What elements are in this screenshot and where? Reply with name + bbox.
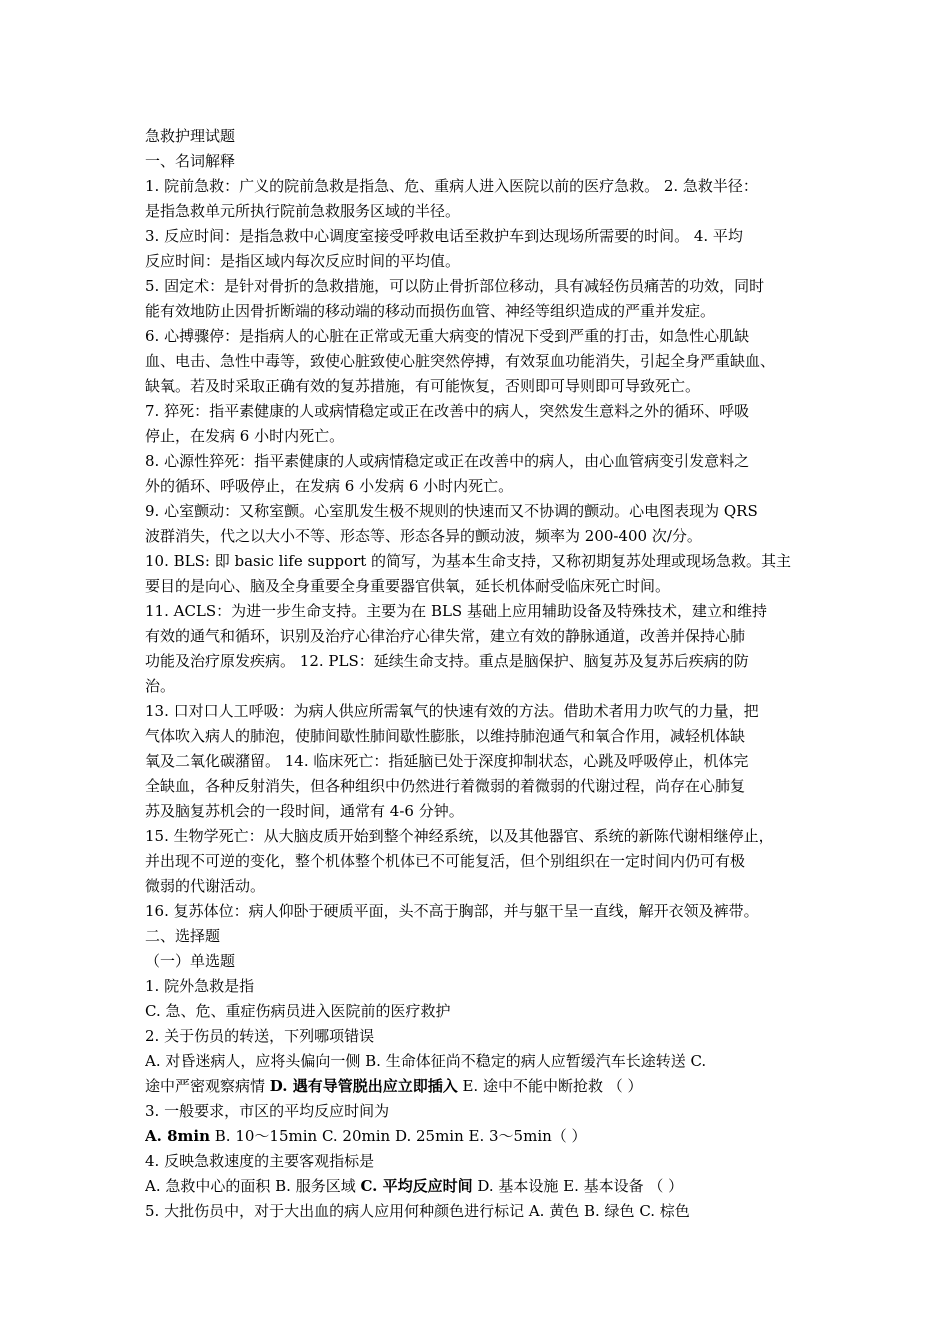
answer-text: 途中严密观察病情 (145, 1077, 270, 1095)
text-line: 治。 (145, 677, 176, 695)
answer-line (145, 1124, 817, 1149)
answer-line: A. 对昏迷病人，应将头偏向一侧 B. 生命体征尚不稳定的病人应暂缓汽车长途转送 C. (145, 1052, 707, 1070)
text-line: 外的循环、呼吸停止，在发病 6 小发病 6 小时内死亡。 (145, 477, 514, 495)
text-line: 微弱的代谢活动。 (145, 877, 266, 895)
answer-text: A. 急救中心的面积 B. 服务区域 (145, 1177, 361, 1195)
question-line: 2. 关于伤员的转送，下列哪项错误 (145, 1027, 375, 1045)
answer-text: E. 途中不能中断抢救 （ ） (457, 1077, 643, 1095)
text-line: 氧及二氧化碳潴留。 14. 临床死亡：指延脑已处于深度抑制状态，心跳及呼吸停止，机体完 (145, 752, 749, 770)
question-line: 5. 大批伤员中，对于大出血的病人应用何种颜色进行标记 A. 黄色 B. 绿色 C. 棕色 (145, 1202, 690, 1220)
text-line: 缺氧。若及时采取正确有效的复苏措施，有可能恢复，否则即可导则即可导致死亡。 (145, 377, 701, 395)
question-line: 1. 院外急救是指 (145, 977, 255, 995)
section-heading: 二、选择题 (145, 927, 221, 945)
question-line: 4. 反映急救速度的主要客观指标是 (145, 1152, 375, 1170)
text-line: 1. 院前急救：广义的院前急救是指急、危、重病人进入医院以前的医疗急救。 2. 急救半径： (145, 177, 758, 195)
text-line: 功能及治疗原发疾病。 12. PLS：延续生命支持。重点是脑保护、脑复苏及复苏后疾病的防 (145, 652, 749, 670)
text-line: 有效的通气和循环，识别及治疗心律治疗心律失常，建立有效的静脉通道，改善并保持心肺 (145, 627, 746, 645)
answer-text: D. 基本设施 E. 基本设备 （ ） (472, 1177, 684, 1195)
text-line: 11. ACLS：为进一步生命支持。主要为在 BLS 基础上应用辅助设备及特殊技术，建立和维持 (145, 602, 767, 620)
text-line: 15. 生物学死亡：从大脑皮质开始到整个神经系统，以及其他器官、系统的新陈代谢相继停止， (145, 827, 774, 845)
text-line: 16. 复苏体位：病人仰卧于硬质平面，头不高于胸部，并与躯干呈一直线，解开衣领及裤带。 (145, 902, 759, 920)
text-line: 波群消失，代之以大小不等、形态等、形态各异的颤动波，频率为 200-400 次/分。 (145, 527, 702, 545)
text-line: 反应时间：是指区域内每次反应时间的平均值。 (145, 252, 461, 270)
document-page (145, 124, 817, 1224)
text-line: 血、电击、急性中毒等，致使心脏致使心脏突然停搏，有效泵血功能消失，引起全身严重缺血、 (145, 352, 776, 370)
text-line: 10. BLS: 即 basic life support 的简写，为基本生命支持，又称初期复苏处理或现场急救。其主 (145, 552, 792, 570)
correct-answer: D. 遇有导管脱出应立即插入 (269, 1077, 458, 1095)
text-line: 全缺血，各种反射消失，但各种组织中仍然进行着微弱的着微弱的代谢过程，尚存在心肺复 (145, 777, 746, 795)
text-line: 8. 心源性猝死：指平素健康的人或病情稳定或正在改善中的病人，由心血管病变引发意料之 (145, 452, 750, 470)
text-line: 6. 心搏骤停：是指病人的心脏在正常或无重大病变的情况下受到严重的打击，如急性心肌缺 (145, 327, 750, 345)
answer-text: B. 10～15min C. 20min D. 25min E. 3～5min（ ） (210, 1127, 587, 1145)
document-title: 急救护理试题 (145, 127, 236, 145)
text-line: 9. 心室颤动：又称室颤。心室肌发生极不规则的快速而又不协调的颤动。心电图表现为 QRS (145, 502, 758, 520)
text-line: 是指急救单元所执行院前急救服务区域的半径。 (145, 202, 461, 220)
text-line: 要目的是向心、脑及全身重要全身重要器官供氧，延长机体耐受临床死亡时间。 (145, 577, 671, 595)
answer-line (145, 1174, 817, 1199)
question-line: 3. 一般要求，市区的平均反应时间为 (145, 1102, 390, 1120)
text-line: 并出现不可逆的变化，整个机体整个机体已不可能复活，但个别组织在一定时间内仍可有极 (145, 852, 746, 870)
text-line: 3. 反应时间：是指急救中心调度室接受呼救电话至救护车到达现场所需要的时间。 4. 平均 (145, 227, 743, 245)
text-line: 13. 口对口人工呼吸：为病人供应所需氧气的快速有效的方法。借助术者用力吹气的力量，把 (145, 702, 759, 720)
text-line: 苏及脑复苏机会的一段时间，通常有 4-6 分钟。 (145, 802, 464, 820)
correct-answer: A. 8min (145, 1127, 210, 1145)
text-line: 7. 猝死：指平素健康的人或病情稳定或正在改善中的病人，突然发生意料之外的循环、呼吸 (145, 402, 750, 420)
subsection-heading: （一）单选题 (145, 952, 236, 970)
answer-line: C. 急、危、重症伤病员进入医院前的医疗救护 (145, 1002, 451, 1020)
text-line: 停止，在发病 6 小时内死亡。 (145, 427, 345, 445)
section-heading: 一、名词解释 (145, 152, 236, 170)
text-line: 气体吹入病人的肺泡，使肺间歇性肺间歇性膨胀，以维持肺泡通气和氧合作用，减轻机体缺 (145, 727, 746, 745)
answer-line (145, 1074, 817, 1099)
text-line: 5. 固定术：是针对骨折的急救措施，可以防止骨折部位移动，具有减轻伤员痛苦的功效，同时 (145, 277, 765, 295)
text-line: 能有效地防止因骨折断端的移动端的移动而损伤血管、神经等组织造成的严重并发症。 (145, 302, 716, 320)
correct-answer: C. 平均反应时间 (360, 1177, 473, 1195)
